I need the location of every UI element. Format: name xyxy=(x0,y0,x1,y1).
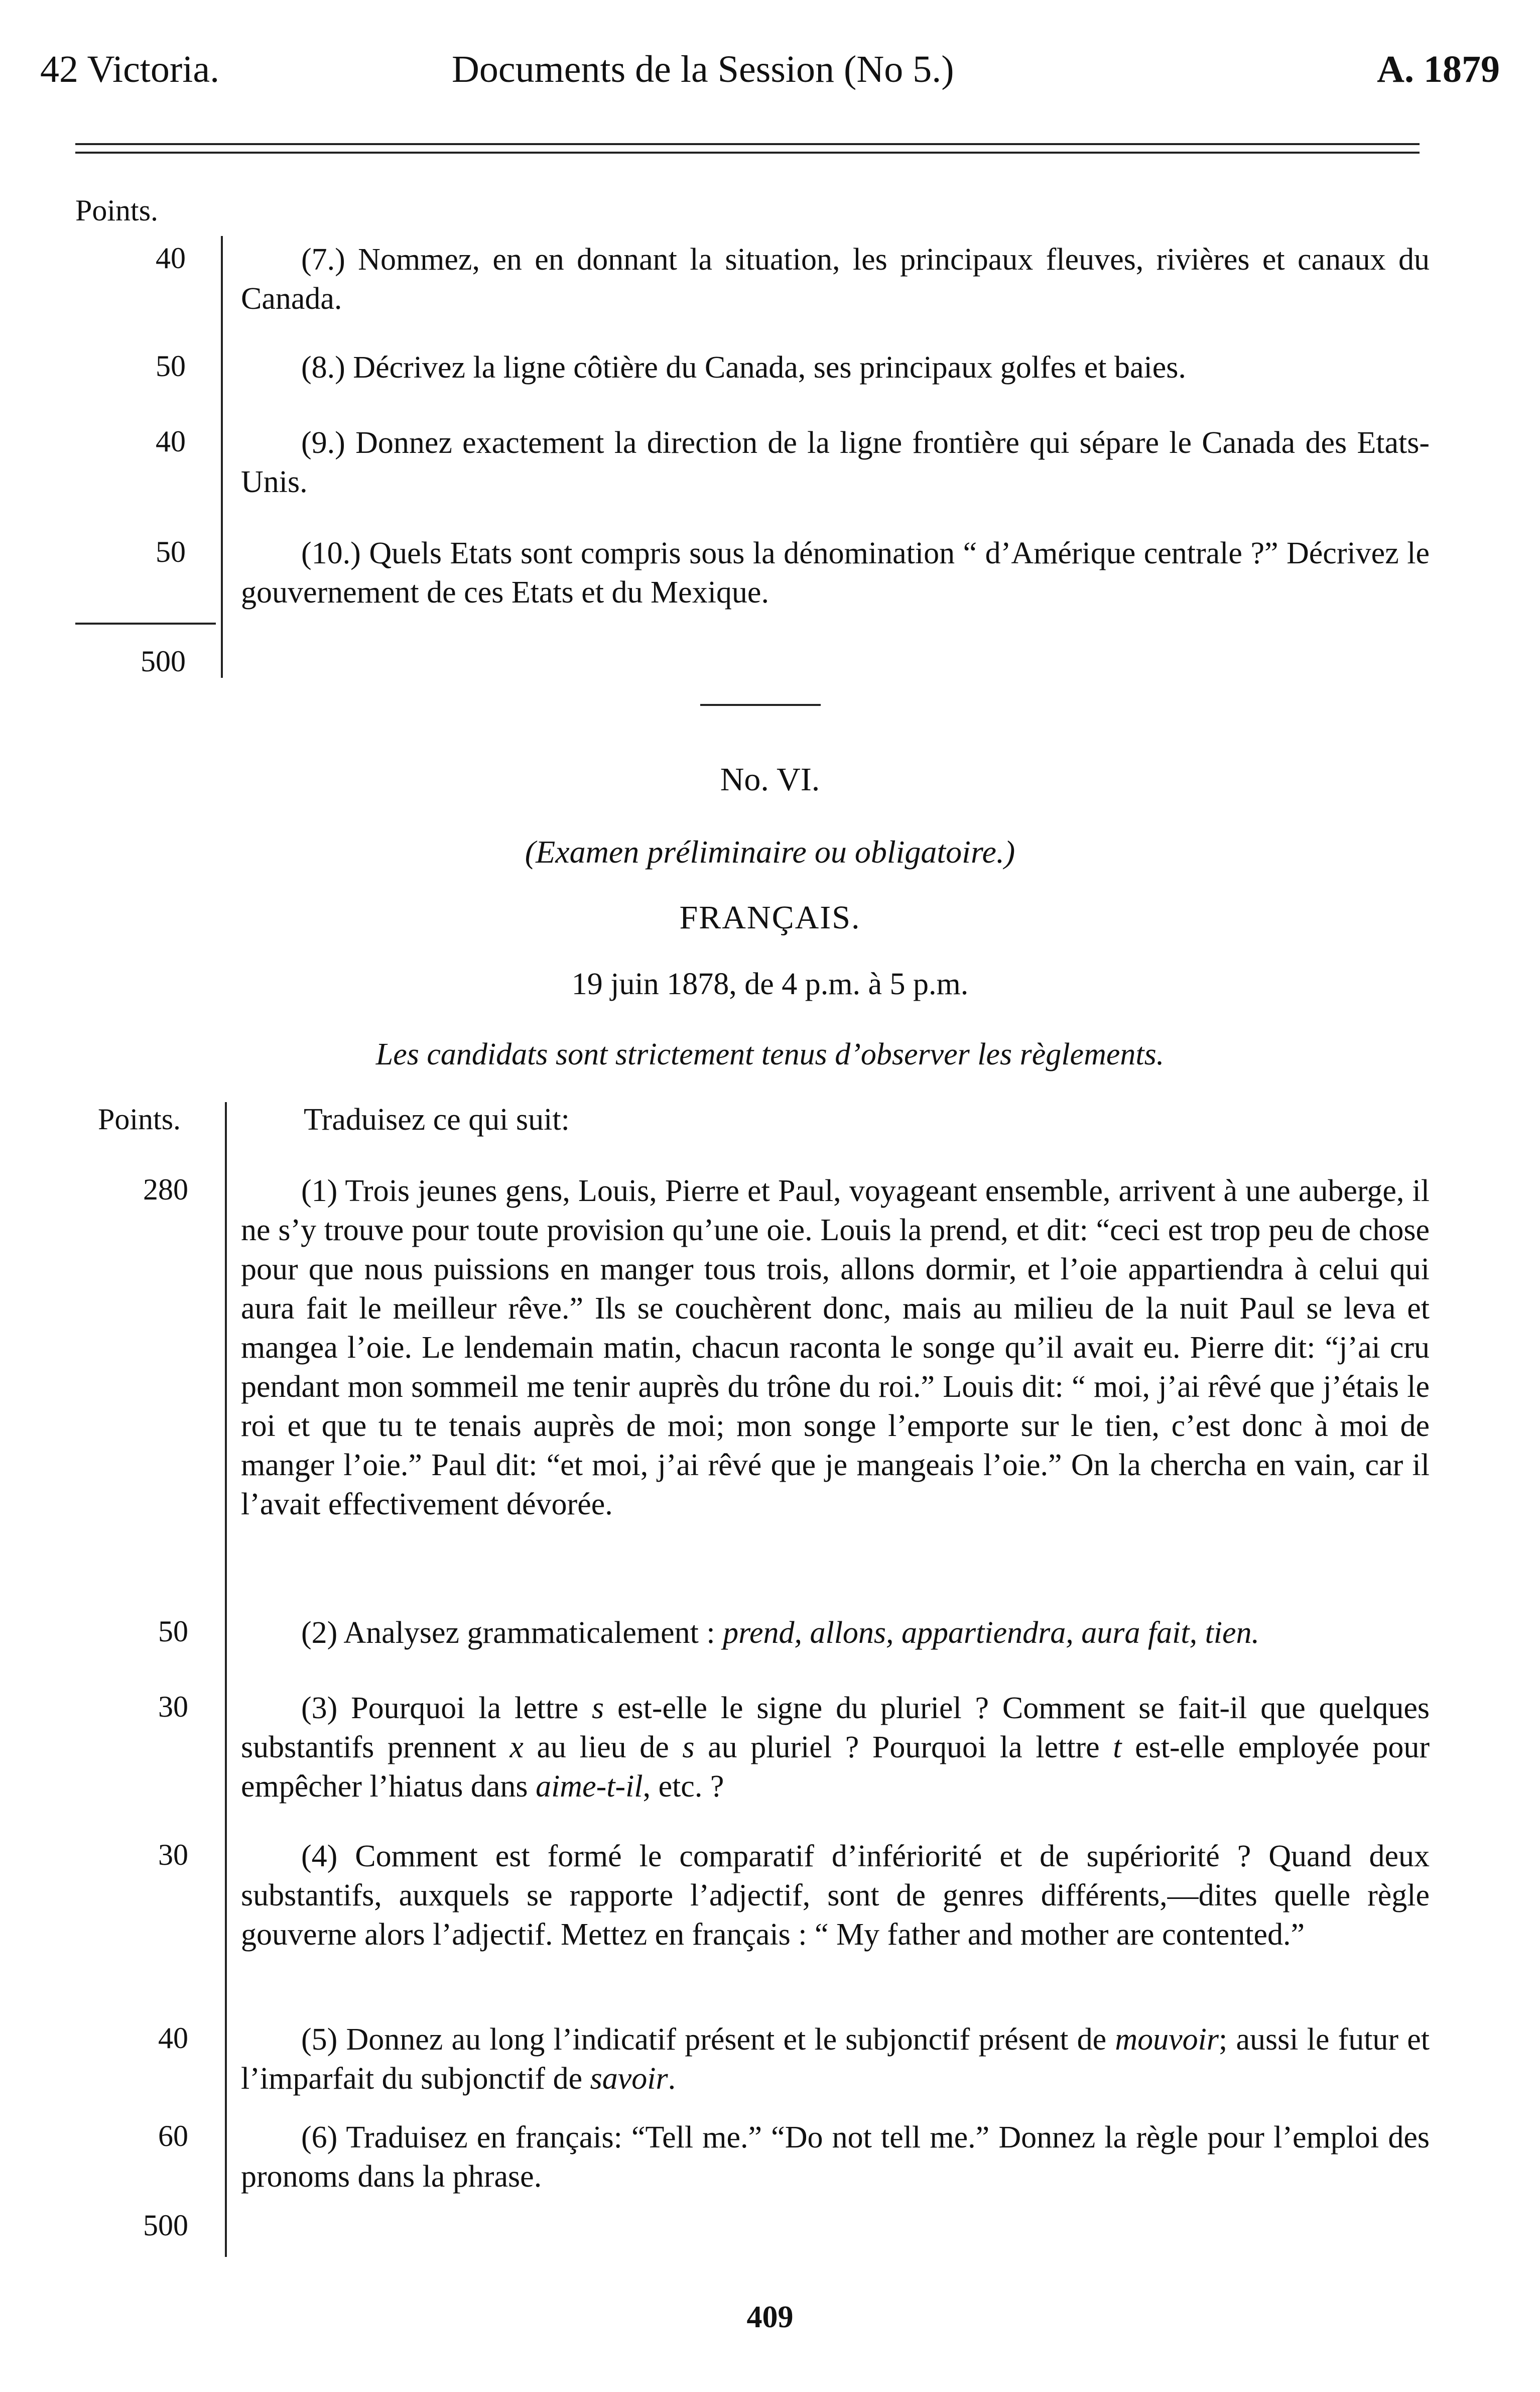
points-total-1: 500 xyxy=(141,645,186,678)
question-8-points: 50 xyxy=(156,349,186,383)
question-10-points: 50 xyxy=(156,535,186,568)
translation-instruction: Traduisez ce qui suit: xyxy=(304,1103,570,1137)
question-8: (8.) Décrivez la ligne côtière du Canada, ses principaux golfes et baies. xyxy=(301,350,1186,385)
points-label-1: Points. xyxy=(75,194,159,227)
question-9: (9.) Donnez exactement la direction de la ligne frontière qui sépare le Canada des Etats-Unis. xyxy=(241,426,1430,499)
points-total-2: 500 xyxy=(143,2209,188,2242)
header-rule-top xyxy=(75,143,1420,145)
question-6-points: 60 xyxy=(158,2119,188,2152)
question-5: (5) Donnez au long l’indicatif présent et le subjonctif présent de mouvoir; aussi le futur et l’imparfait du subjonctif de savoir. xyxy=(241,2022,1430,2096)
exam-date: 19 juin 1878, de 4 p.m. à 5 p.m. xyxy=(571,967,969,1001)
exam-rules: Les candidats sont strictement tenus d’observer les règlements. xyxy=(375,1037,1165,1071)
question-9-points: 40 xyxy=(156,425,186,458)
question-4-points: 30 xyxy=(158,1838,188,1871)
question-10: (10.) Quels Etats sont compris sous la dénomination “ d’Amérique centrale ?” Décrivez le gouvernement de ces Etats et du Mexique. xyxy=(241,536,1430,610)
question-5-points: 40 xyxy=(158,2021,188,2055)
question-3-points: 30 xyxy=(158,1690,188,1723)
exam-subtitle: (Examen préliminaire ou obligatoire.) xyxy=(525,834,1015,870)
page-number: 409 xyxy=(746,2300,794,2334)
exam-number: No. VI. xyxy=(720,761,820,798)
header-rule-bottom xyxy=(75,152,1420,154)
question-3: (3) Pourquoi la lettre s est-elle le signe du pluriel ? Comment se fait-il que quelques substantifs prennent x au lieu de s au pluriel ? Pourquoi la lettre t est-elle employée pour empêcher l’hiatus dans aime-t-il, etc. ? xyxy=(241,1691,1430,1804)
question-7-points: 40 xyxy=(156,242,186,275)
question-1: (1) Trois jeunes gens, Louis, Pierre et Paul, voyageant ensemble, arrivent à une auberge, il ne s’y trouve pour toute provision qu’une oie. Louis la prend, et dit: “ceci est trop peu de chose pour que nous puissions en manger tous trois, allons dormir, et l’oie appartiendra à celui qui aura fait le meilleur rêve.” Ils se couchèrent donc, mais au milieu de la nuit Paul se leva et mangea l’oie. Le lendemain matin, chacun raconta le songe qu’il avait eu. Pierre dit: “j’ai cru pendant mon sommeil me tenir auprès du trône du roi.” Louis dit: “ moi, j’ai rêvé que j’étais le roi et que tu te tenais auprès de moi; mon songe l’emporte sur le tien, c’est donc à moi de manger l’oie.” Paul dit: “et moi, j’ai rêvé que je mangeais l’oie.” On la chercha en vain, car il l’avait effectivement dévorée. xyxy=(241,1174,1430,1521)
points-divider-2 xyxy=(225,1102,227,2257)
question-7: (7.) Nommez, en en donnant la situation, les principaux fleuves, rivières et canaux du Canada. xyxy=(241,243,1430,316)
question-2: (2) Analysez grammaticalement : prend, allons, appartiendra, aura fait, tien. xyxy=(301,1616,1260,1650)
points-divider-1 xyxy=(221,236,223,678)
header-year: A. 1879 xyxy=(1377,48,1500,90)
question-2-points: 50 xyxy=(158,1615,188,1648)
exam-subject: FRANÇAIS. xyxy=(679,899,861,936)
section-separator xyxy=(700,704,821,706)
question-4: (4) Comment est formé le comparatif d’infériorité et de supériorité ? Quand deux substantifs, auxquels se rapporte l’adjectif, sont de genres différents,—dites quelle règle gouverne alors l’adjectif. Mettez en français : “ My father and mother are contented.” xyxy=(241,1839,1430,1952)
points-label-2: Points. xyxy=(98,1103,181,1136)
header-title: Documents de la Session (No 5.) xyxy=(452,48,954,90)
question-1-points: 280 xyxy=(143,1173,188,1206)
question-6: (6) Traduisez en français: “Tell me.” “Do not tell me.” Donnez la règle pour l’emploi des pronoms dans la phrase. xyxy=(241,2120,1430,2194)
points-sum-line-1 xyxy=(75,623,216,625)
running-header xyxy=(40,48,1500,93)
header-volume: 42 Victoria. xyxy=(40,48,220,90)
